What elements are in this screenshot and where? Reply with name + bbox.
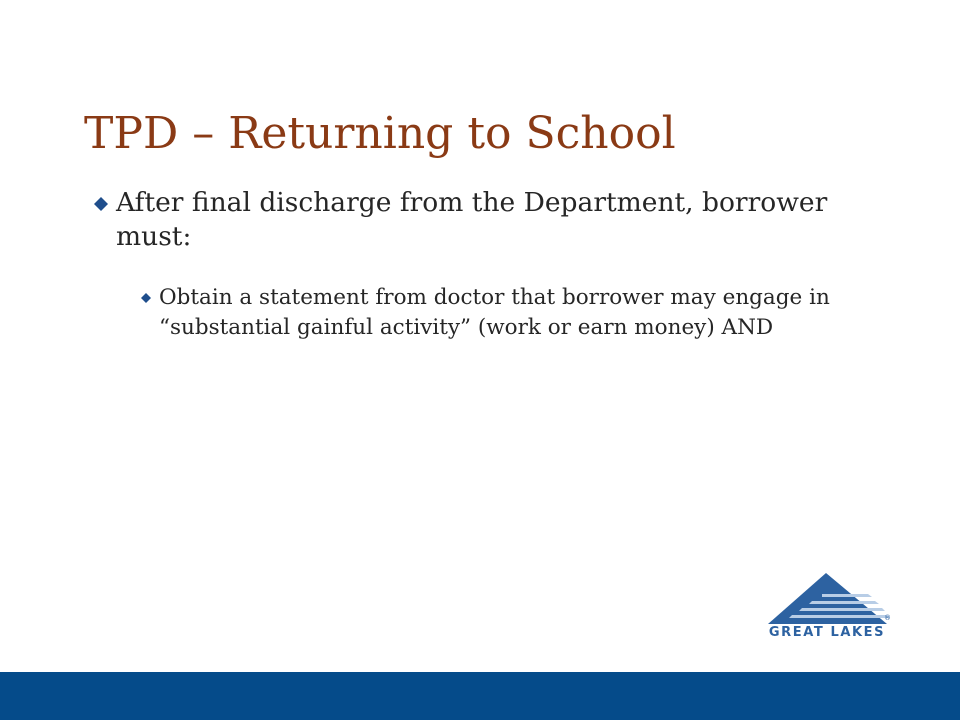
footer-bar: [0, 672, 960, 720]
registered-mark: ®: [884, 614, 891, 622]
great-lakes-triangle-logo-icon: [764, 572, 894, 628]
bullet-text: After final discharge from the Department, borrower must:: [116, 187, 828, 252]
sub-bullet-item: [132, 283, 832, 343]
sub-bullet-text: Obtain a statement from doctor that borrower may engage in “substantial gainful activity” (work or earn money) AND: [159, 285, 830, 340]
diamond-bullet-icon: [132, 283, 159, 313]
great-lakes-logo: [764, 572, 894, 644]
slide-title: TPD – Returning to School: [84, 108, 676, 159]
logo-wordmark: GREAT LAKES: [768, 625, 886, 640]
bullet-item: [86, 186, 846, 254]
diamond-bullet-icon: [86, 186, 116, 222]
